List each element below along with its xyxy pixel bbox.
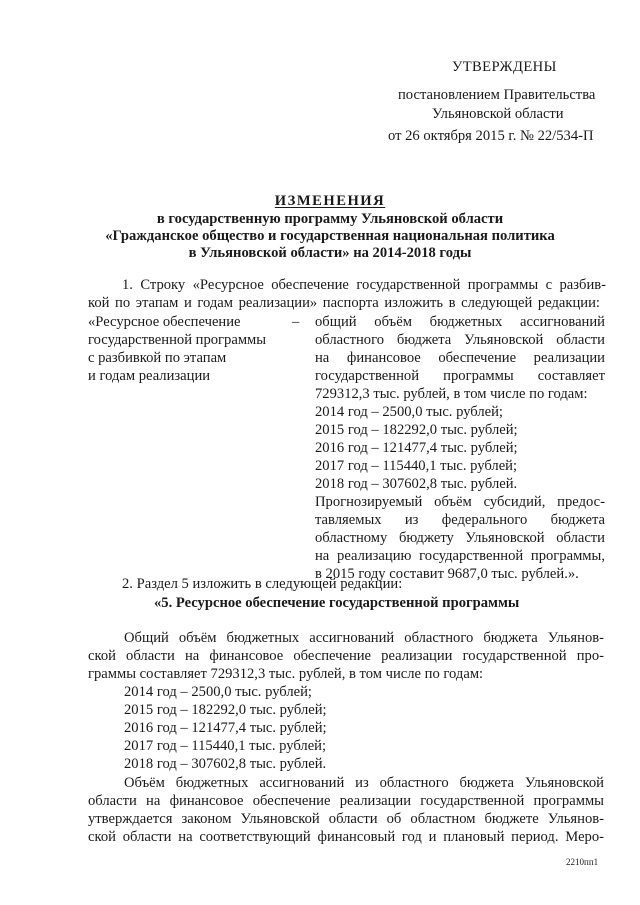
section-paragraph: ской области на финансовое обеспечение реализации государственной про- — [88, 648, 604, 664]
section-year-row: 2017 год – 115440,1 тыс. рублей; — [124, 738, 327, 754]
section-year-row: 2016 год – 121477,4 тыс. рублей; — [124, 720, 327, 736]
section-paragraph: области на финансовое обеспечение реализации государственной программы — [88, 793, 604, 809]
passport-value: областному бюджету Ульяновской области — [315, 530, 605, 546]
approval-line: Ульяновской области — [432, 106, 564, 122]
passport-year-row: 2015 год – 182292,0 тыс. рублей; — [315, 422, 518, 438]
section-paragraph: ской области на соответствующий финансовый год и плановый период. Меро- — [88, 829, 604, 845]
section-paragraph: Объём бюджетных ассигнований из областного бюджета Ульяновской — [124, 775, 604, 791]
document-subtitle: «Гражданское общество и государственная национальная политика — [105, 228, 555, 244]
passport-value: на финансовое обеспечение реализации — [315, 350, 605, 366]
approval-date: от 26 октября 2015 г. № 22/534-П — [388, 128, 594, 144]
passport-year-row: 2017 год – 115440,1 тыс. рублей; — [315, 458, 518, 474]
item2-text: 2. Раздел 5 изложить в следующей редакции: — [122, 576, 403, 592]
passport-value: на реализацию государственной программы, — [315, 548, 605, 564]
section-year-row: 2014 год – 2500,0 тыс. рублей; — [124, 684, 312, 700]
section-year-row: 2018 год – 307602,8 тыс. рублей. — [124, 756, 327, 772]
document-title: ИЗМЕНЕНИЯ — [274, 193, 386, 209]
approval-line: постановлением Правительства — [398, 87, 596, 103]
passport-value: Прогнозируемый объём субсидий, предос- — [315, 494, 605, 510]
section-paragraph: утверждается законом Ульяновской области об областном бюджете Ульянов- — [88, 811, 604, 827]
passport-value: областного бюджета Ульяновской области — [315, 332, 605, 348]
approval-title: УТВЕРЖДЕНЫ — [452, 59, 557, 75]
passport-year-row: 2014 год – 2500,0 тыс. рублей; — [315, 404, 503, 420]
passport-label: «Ресурсное обеспечение — [88, 314, 241, 330]
passport-value: государственной программы составляет — [315, 368, 605, 384]
section-title: «5. Ресурсное обеспечение государственной программы — [154, 595, 520, 611]
section-year-row: 2015 год – 182292,0 тыс. рублей; — [124, 702, 327, 718]
passport-year-row: 2016 год – 121477,4 тыс. рублей; — [315, 440, 518, 456]
passport-label: с разбивкой по этапам — [88, 350, 227, 366]
section-paragraph: граммы составляет 729312,3 тыс. рублей, в том числе по годам: — [88, 666, 484, 682]
document-subtitle: в Ульяновской области» на 2014-2018 годы — [188, 245, 472, 261]
passport-value: 729312,3 тыс. рублей, в том числе по годам: — [315, 386, 588, 402]
passport-value: в 2015 году составит 9687,0 тыс. рублей.». — [315, 566, 579, 582]
passport-dash: – — [292, 314, 300, 330]
section-paragraph: Общий объём бюджетных ассигнований областного бюджета Ульянов- — [124, 630, 604, 646]
passport-value: общий объём бюджетных ассигнований — [315, 314, 605, 330]
passport-label: государственной программы — [88, 332, 267, 348]
item1-text: 1. Строку «Ресурсное обеспечение государственной программы с разбив- — [122, 277, 606, 293]
document-subtitle: в государственную программу Ульяновской области — [156, 211, 504, 227]
passport-label: и годам реализации — [88, 368, 211, 384]
item1-text: кой по этапам и годам реализации» паспорта изложить в следующей редакции: — [88, 295, 600, 311]
passport-value: тавляемых из федерального бюджета — [315, 512, 605, 528]
document-code: 2210пп1 — [566, 857, 599, 867]
passport-year-row: 2018 год – 307602,8 тыс. рублей. — [315, 476, 518, 492]
